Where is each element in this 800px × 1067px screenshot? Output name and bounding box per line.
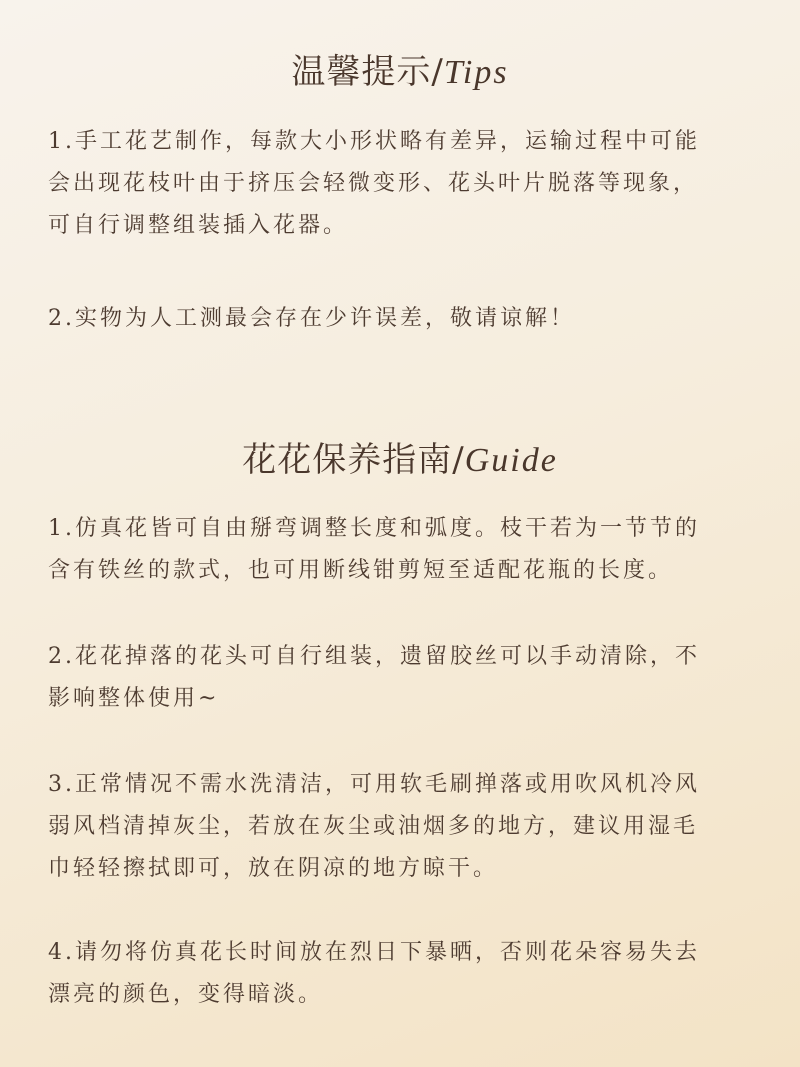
guide-item-3 xyxy=(48,764,752,890)
tips-item-2-line-1: 2.实物为人工测最会存在少许误差，敬请谅解！ xyxy=(48,306,575,331)
guide-title xyxy=(0,432,800,481)
guide-item-2 xyxy=(48,636,752,720)
tips-item-1-line-3: 可自行调整组装插入花器。 xyxy=(48,213,349,238)
guide-item-4 xyxy=(48,932,752,1016)
guide-item-3-line-1: 3.正常情况不需水洗清洁，可用软毛刷掸落或用吹风机冷风 xyxy=(48,772,700,797)
tips-item-1-line-1: 1.手工花艺制作，每款大小形状略有差异，运输过程中可能 xyxy=(48,129,700,154)
guide-item-2-line-1: 2.花花掉落的花头可自行组装，遗留胶丝可以手动清除，不 xyxy=(48,644,700,669)
guide-item-1-line-2: 含有铁丝的款式，也可用断线钳剪短至适配花瓶的长度。 xyxy=(48,558,674,583)
guide-item-4-line-1: 4.请勿将仿真花长时间放在烈日下暴晒，否则花朵容易失去 xyxy=(48,940,700,965)
guide-item-2-line-2: 影响整体使用~ xyxy=(48,686,220,711)
tips-item-1-line-2: 会出现花枝叶由于挤压会轻微变形、花头叶片脱落等现象， xyxy=(48,171,699,196)
tips-title xyxy=(0,44,800,93)
guide-item-1 xyxy=(48,508,752,592)
guide-item-3-line-2: 弱风档清掉灰尘，若放在灰尘或油烟多的地方，建议用湿毛 xyxy=(48,814,699,839)
guide-item-4-line-2: 漂亮的颜色，变得暗淡。 xyxy=(48,982,324,1007)
tips-item-1 xyxy=(48,121,752,247)
guide-item-1-line-1: 1.仿真花皆可自由掰弯调整长度和弧度。枝干若为一节节的 xyxy=(48,516,700,541)
guide-title-cn: 花花保养指南/ xyxy=(242,440,465,480)
tips-title-cn: 温馨提示/ xyxy=(291,52,444,92)
guide-item-3-line-3: 巾轻轻擦拭即可，放在阴凉的地方晾干。 xyxy=(48,856,499,881)
tips-title-en: Tips xyxy=(443,54,509,91)
guide-title-en: Guide xyxy=(464,442,558,479)
tips-item-2 xyxy=(48,298,752,340)
